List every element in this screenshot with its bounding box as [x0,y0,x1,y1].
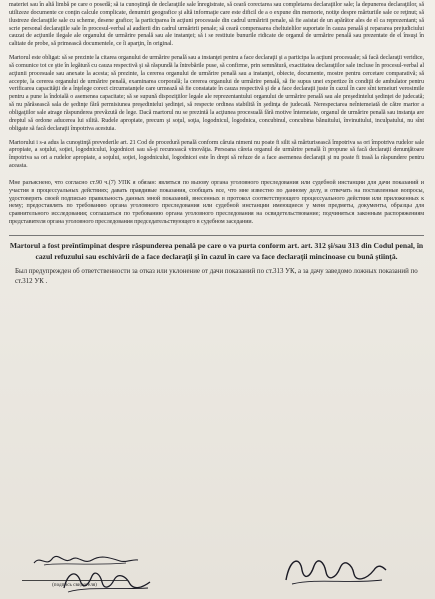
signature-caption: (подпись свидетеля) [22,580,127,588]
warning-russian: Был предупрежден об ответственности за отказ или уклонение от дачи показаний по ст.313 УК, а за дачу заведомо ложных показаний по ст.312 УК . [15,268,418,285]
warning-section [9,235,424,286]
witness-rights-paragraph: materiei sau în altă limbă pe care o posedă; să ia cunoştinţă de declaraţiile sale înregistrate, să ceară corectarea sau completarea declaraţiilor sale; la depunerea declaraţiilor, să utilizeze documente ce conţin calcule complicate, denumiri geografice şi altă informaţie care este dificil de a o expune din memorie, notiţe despre mărturiile sale ce reţinut; să ilustreze declaraţiile sale cu scheme, desene grafice; la participarea în acţiuni procesuale din cadrul urmăririi penale, să fie asistat de un apărător ales de el ca reprezentant; să scrie personal declaraţiile sale în procesul-verbal al audierii din cadrul urmăririi penale; să ceară compensarea cheltuielilor suportate în cauza penală şi repararea prejudiciului cauzat de acţiunile ilegale ale organului de urmărire penală sau ale instanţei; să i se restituie bunurile ridicate de organul de urmărire penală sau prezentate de el însuşi în calitate de probe, să primească documentele, ce îi aparţin, în original. [9,2,424,48]
witness-obligations-paragraph: Martorul este obligat: să se prezinte la citarea organului de urmărire penală sau a instanţei pentru a face declaraţii şi a participa la acţiuni procesuale; să facă declaraţii veridice, să comunice tot ce ştie în legătură cu cauza respectivă şi să răspundă la întrebările puse, să confirme, prin semnătură, exactitatea declaraţiilor sale incluse în procesul-verbal al acţiunii procesuale sau anexate la acesta; să prezinte, la cererea organului de urmărire penală sau a instanţei, obiecte, documente, mostre pentru cercetare comparativă; să accepte, la cererea organului de urmărire penală, examinarea corporală; la cererea organului de urmărire penală, să fie supus unei expertize în condiţii de ambulator pentru verificarea capacităţii de a înţelege corect circumstanţele care urmează să fie constatate în cauza respectivă şi de a face declaraţii juste în cazul în care sînt temeiuri verosimile pentru a pune la îndoială o asemenea capacitate; să se supună dispoziţiilor legale ale reprezentantului organului de urmărire penală sau ale preşedintelui şedinţei de judecată; să nu părăsească sala de şedinţe fără permisiunea preşedintelui şedinţei, să respecte ordinea stabilită în şedinţa de judecată. Nerespectarea neîntemeiată de către martor a obligaţiilor sale atrage răspunderea prevăzută de lege. Dacă martorul nu se prezintă la acţiunea procesuală fără motive întemeiate, organul de urmărire penală sau instanţa are dreptul să ordone aducerea lui silită. Rudele apropiate, precum şi soţul, soţia, logodnicul, logodnica, concubinul, concubina bănuitului, învinuitului, inculpatului, nu sînt obligate să facă declaraţii împotriva acestuia. [9,55,424,132]
russian-obligations-paragraph: Мне разъяснено, что согласно ст.90 ч.(7) УПК я обязан: являться по вызову органа уголовного преследования или судебной инстанции для дачи показаний и участия в процессуальных действиях; давать правдивые показания, сообщать все, что мне известно по данному делу, и отвечать на поставленные вопросы, удостоверять своей подписью правильность данных мной показаний, внесенных в протокол соответствующего процессуального действия или приложенных к нему; предоставлять по требованию органа уголовного преследования или судебной инстанции имеющиеся у меня предметы, документы, образцы для сравнительного исследования; соглашаться по требованию органа уголовного преследования на освидетельствование; подчиняться законным распоряжениям представителя органа уголовного преследования председательствующего в судебном заседании. [9,179,424,226]
article-21-paragraph: Martorului i s-a adus la cunoştinţă prevederile art. 21 Cod de procedură penală conform căruia nimeni nu poate fi silit să mărturisească împotriva sa ori împotriva rudelor sale apropiate, a soţului, soţiei, logodnicului, logodnicei sau să-şi recunoască vinovăţia. Persoana căreia organul de urmărire penală îi propune să facă declaraţii denunţătoare împotriva sa ori a rudelor apropiate, a soţului, soţiei, logodnicului, logodnicei este în drept să refuze de a face asemenea declaraţii şi nu poate fi trasă la răspundere pentru aceasta. [9,139,424,170]
warning-romanian: Martorul a fost preîntîmpinat despre răspunderea penală pe care o va purta conform art. art. 312 şi/sau 313 din Codul penal, în cazul refuzului sau eschivării de a face declaraţii şi în cazul în care va face declaraţii mincinoase cu bună ştiinţă. [9,240,424,261]
officer-signature-right [278,550,390,590]
officer-signature-left [58,566,156,596]
